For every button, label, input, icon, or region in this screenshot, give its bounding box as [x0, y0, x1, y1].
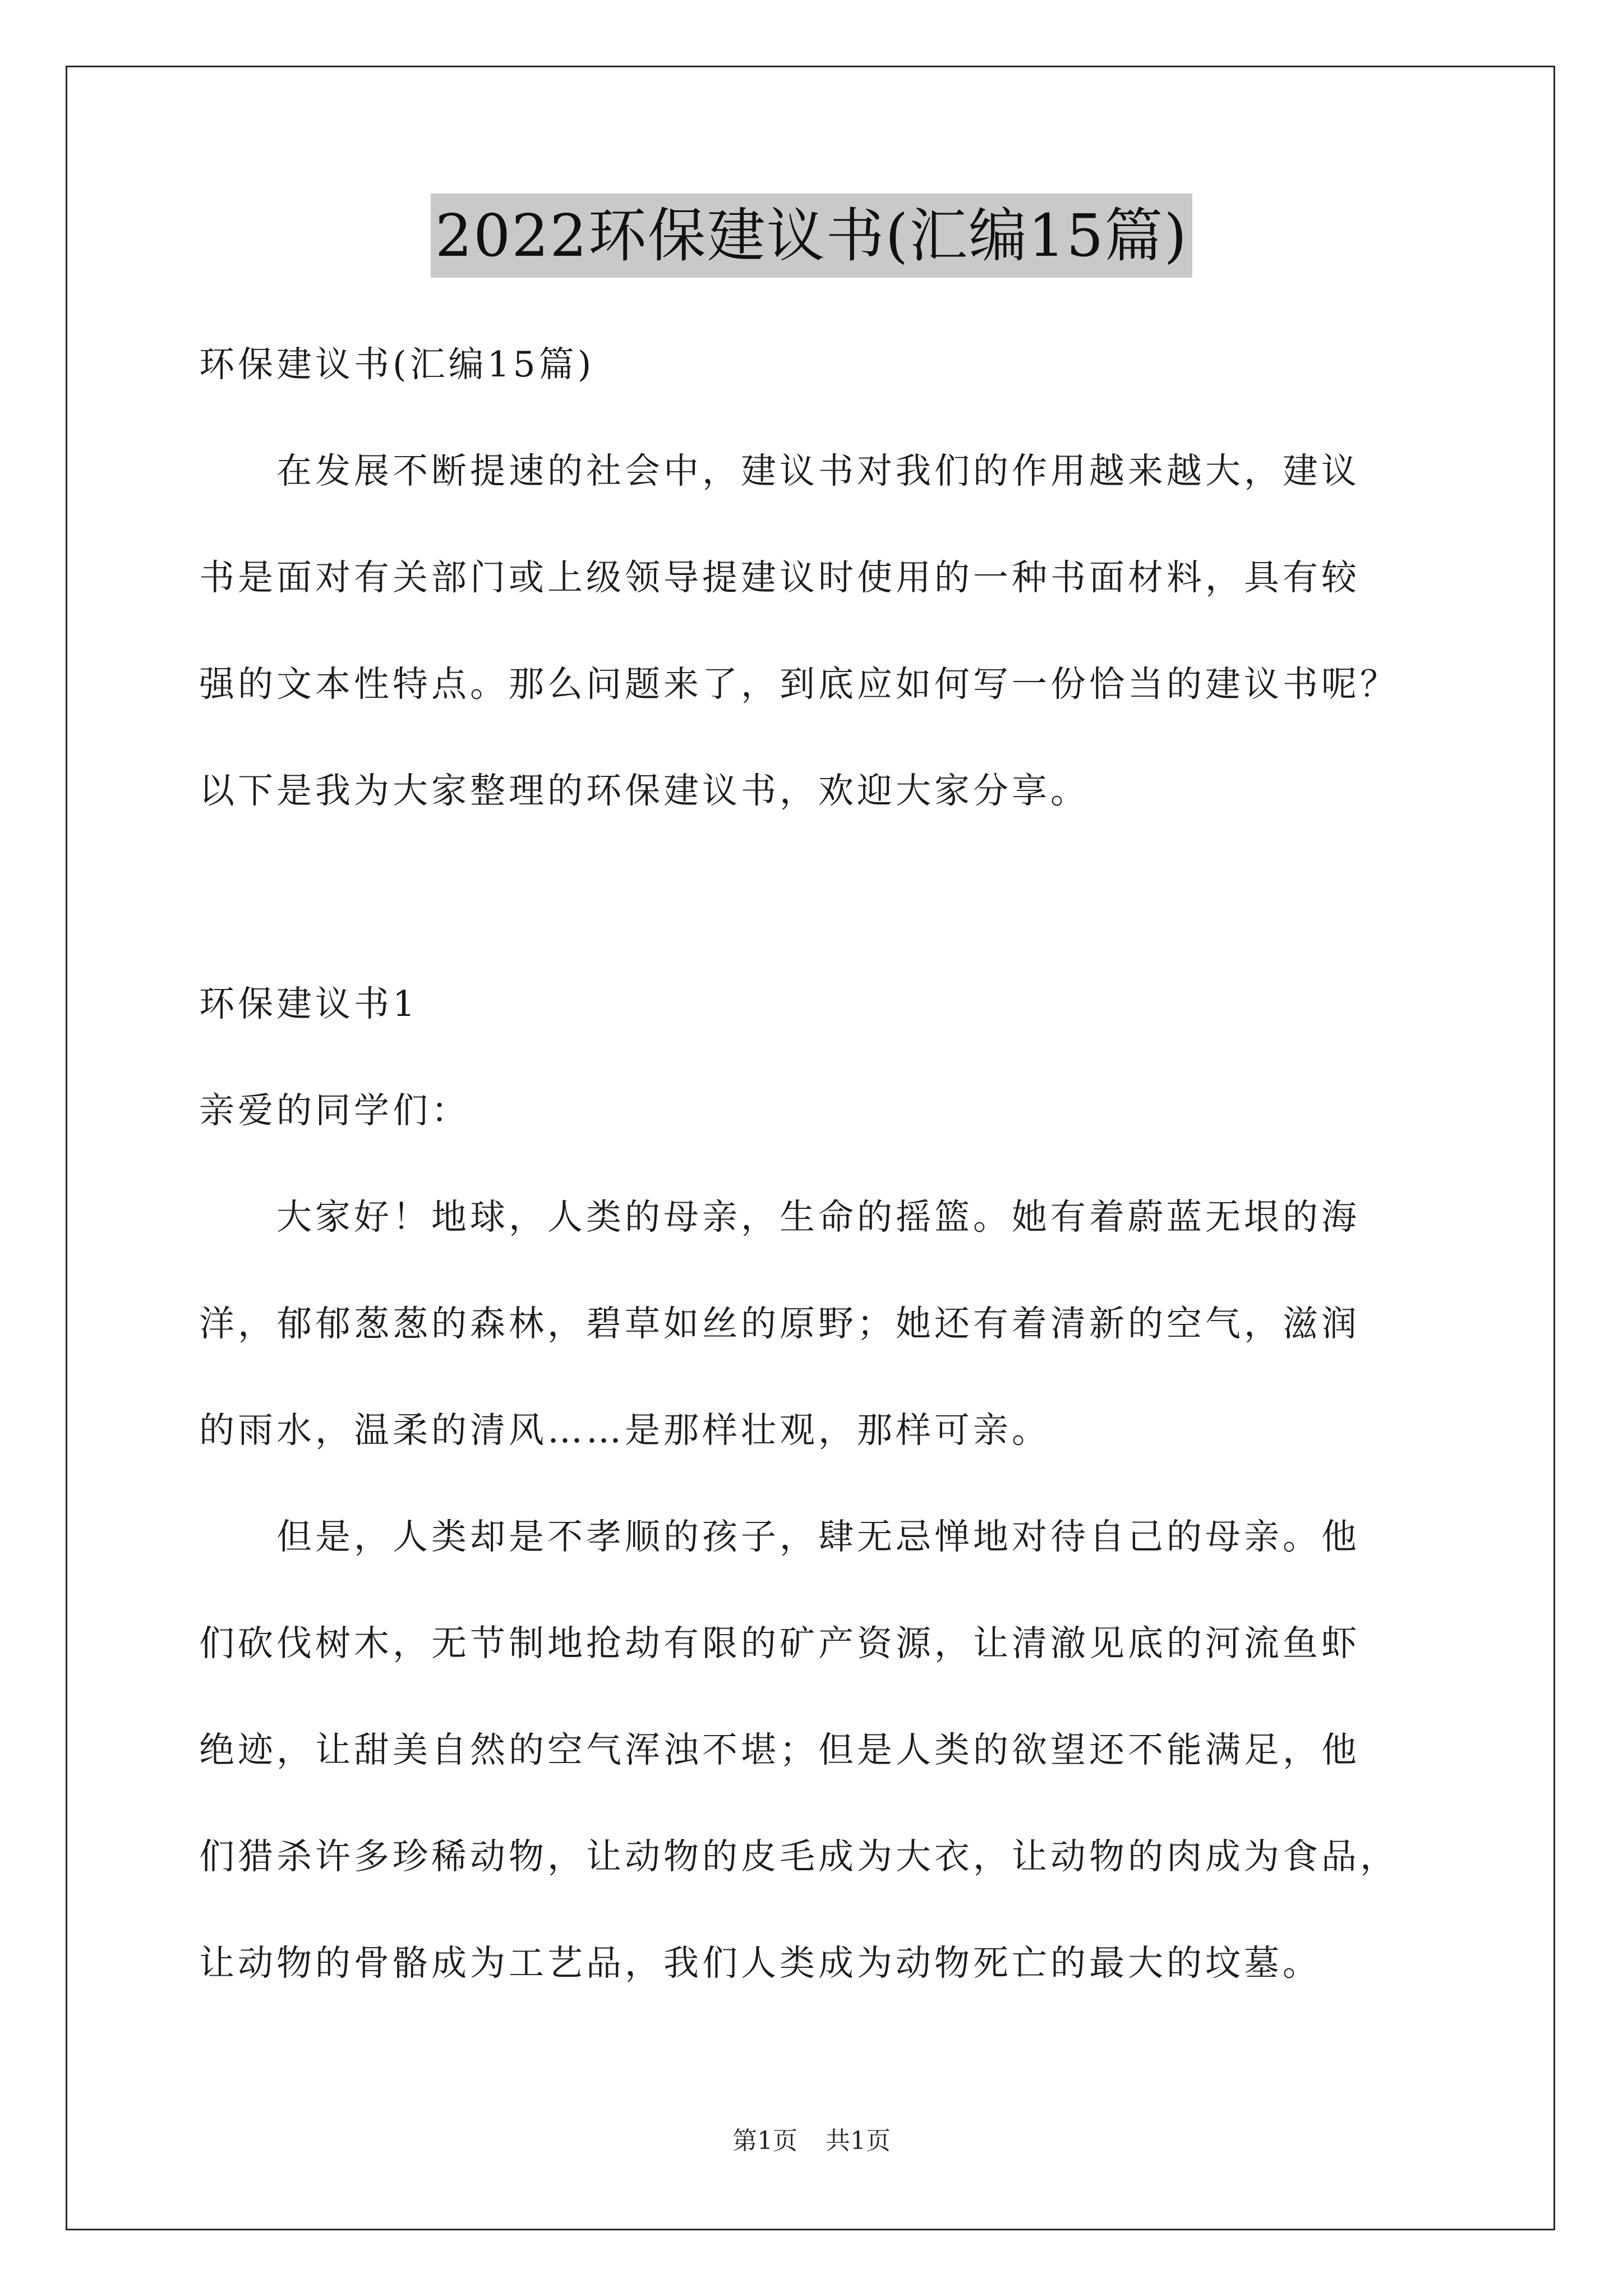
- body-line-3: 的雨水，温柔的清风……是那样壮观，那样可亲。: [199, 1410, 1050, 1451]
- body-line-8: 让动物的骨骼成为工艺品，我们人类成为动物死亡的最大的坟墓。: [199, 1943, 1321, 1984]
- page-number: 第1页: [732, 2127, 797, 2155]
- body-line-4: 但是，人类却是不孝顺的孩子，肆无忌惮地对待自己的母亲。他: [199, 1516, 1360, 1557]
- section-heading: 环保建议书1: [199, 983, 419, 1024]
- intro-line-3: 强的文本性特点。那么问题来了，到底应如何写一份恰当的建议书呢？: [199, 664, 1399, 705]
- page-total: 共1页: [826, 2127, 891, 2155]
- intro-line-1: 在发展不断提速的社会中，建议书对我们的作用越来越大，建议: [199, 450, 1360, 491]
- intro-line-2: 书是面对有关部门或上级领导提建议时使用的一种书面材料，具有较: [199, 557, 1360, 598]
- body-line-6: 绝迹，让甜美自然的空气浑浊不堪；但是人类的欲望还不能满足，他: [199, 1729, 1360, 1770]
- page-footer: [0, 2120, 1623, 2156]
- document-title: 2022环保建议书(汇编15篇): [431, 194, 1192, 278]
- salutation: 亲爱的同学们：: [199, 1090, 470, 1131]
- title-area: [0, 194, 1623, 278]
- body-line-1: 大家好！地球，人类的母亲，生命的摇篮。她有着蔚蓝无垠的海: [199, 1197, 1360, 1237]
- subtitle: 环保建议书(汇编15篇): [199, 344, 595, 385]
- spacer-line: [199, 844, 1450, 951]
- document-body: [199, 311, 1450, 2017]
- body-line-2: 洋，郁郁葱葱的森林，碧草如丝的原野；她还有着清新的空气，滋润: [199, 1303, 1360, 1344]
- body-line-5: 们砍伐树木，无节制地抢劫有限的矿产资源，让清澈见底的河流鱼虾: [199, 1623, 1360, 1664]
- intro-line-4: 以下是我为大家整理的环保建议书，欢迎大家分享。: [199, 770, 1089, 811]
- body-line-7: 们猎杀许多珍稀动物，让动物的皮毛成为大衣，让动物的肉成为食品，: [199, 1836, 1399, 1877]
